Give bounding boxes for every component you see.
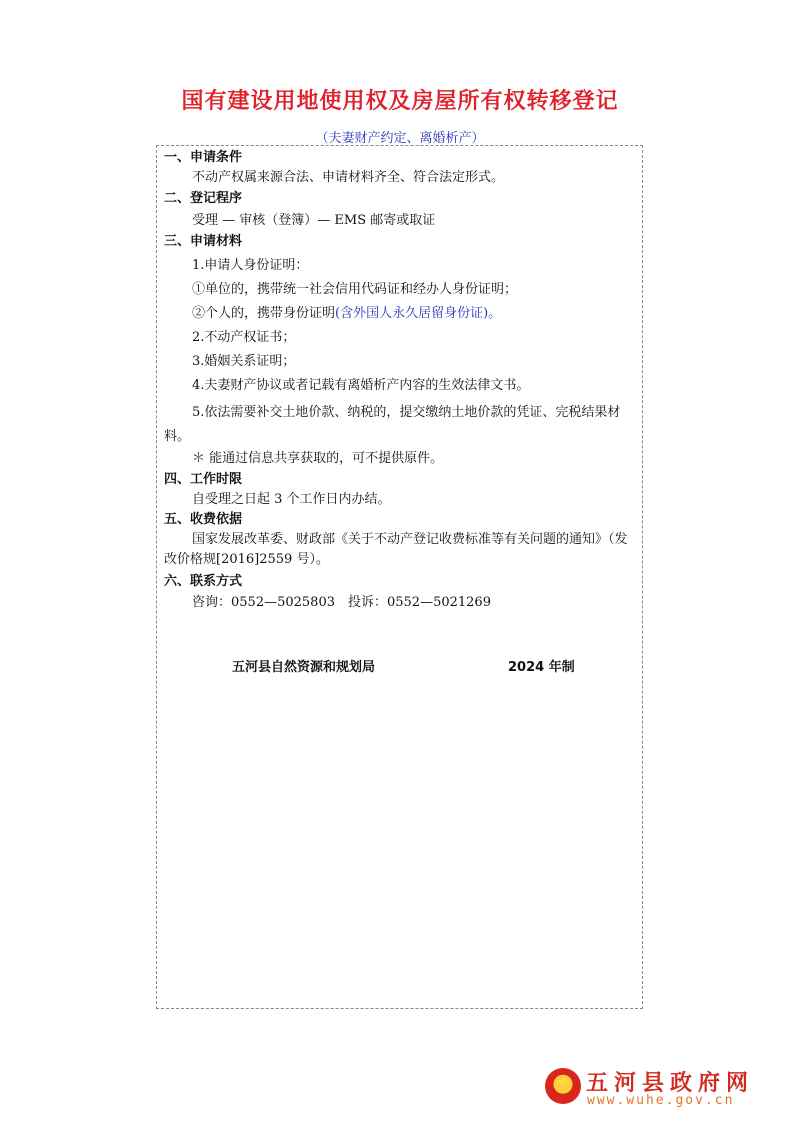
document-title: 国有建设用地使用权及房屋所有权转移登记 (181, 89, 619, 114)
section-2-text: 受理 — 审核（登簿）— EMS 邮寄或取证 (192, 213, 436, 228)
document-subtitle: （夫妻财产约定、离婚析产） (315, 131, 485, 146)
section-5-heading: 五、收费依据 (164, 512, 243, 527)
national-emblem-icon (545, 1068, 581, 1104)
section-1-text: 不动产权属来源合法、申请材料齐全、符合法定形式。 (192, 170, 505, 185)
issue-year: 2024 年制 (508, 660, 575, 675)
section-4-text: 自受理之日起 3 个工作日内办结。 (192, 492, 391, 507)
material-4: 4.夫妻财产协议或者记载有离婚析产内容的生效法律文书。 (192, 378, 530, 393)
material-1a: ①单位的，携带统一社会信用代码证和经办人身份证明； (192, 282, 518, 297)
material-5: 5.依法需要补交土地价款、纳税的，提交缴纳土地价款的凭证、完税结果材料。 (164, 405, 621, 444)
material-3: 3.婚姻关系证明； (192, 354, 296, 369)
section-4-heading: 四、工作时限 (164, 472, 243, 487)
material-2: 2.不动产权证书； (192, 330, 296, 345)
material-1b (192, 305, 501, 323)
material-1b-note: (含外国人永久居留身份证)。 (335, 306, 502, 321)
issuer: 五河县自然资源和规划局 (232, 660, 376, 675)
site-url: www.wuhe.gov.cn (587, 1093, 735, 1108)
section-6-text: 咨询：0552—5025803 投诉：0552—5021269 (192, 595, 491, 610)
star-icon: ★ (555, 1072, 571, 1091)
section-3-heading: 三、申请材料 (164, 234, 243, 249)
material-1b-text: ②个人的，携带身份证明 (192, 306, 336, 321)
section-5-text: 国家发展改革委、财政部《关于不动产登记收费标准等有关问题的通知》（发改价格规[2016]2559 号）。 (164, 532, 628, 567)
material-note: ＊ 能通过信息共享获取的，可不提供原件。 (192, 451, 444, 466)
section-1-heading: 一、申请条件 (164, 150, 243, 165)
site-name: 五河县政府网 (586, 1071, 755, 1096)
section-2-heading: 二、登记程序 (164, 191, 243, 206)
section-6-heading: 六、联系方式 (164, 574, 243, 589)
material-1: 1.申请人身份证明： (192, 258, 309, 273)
